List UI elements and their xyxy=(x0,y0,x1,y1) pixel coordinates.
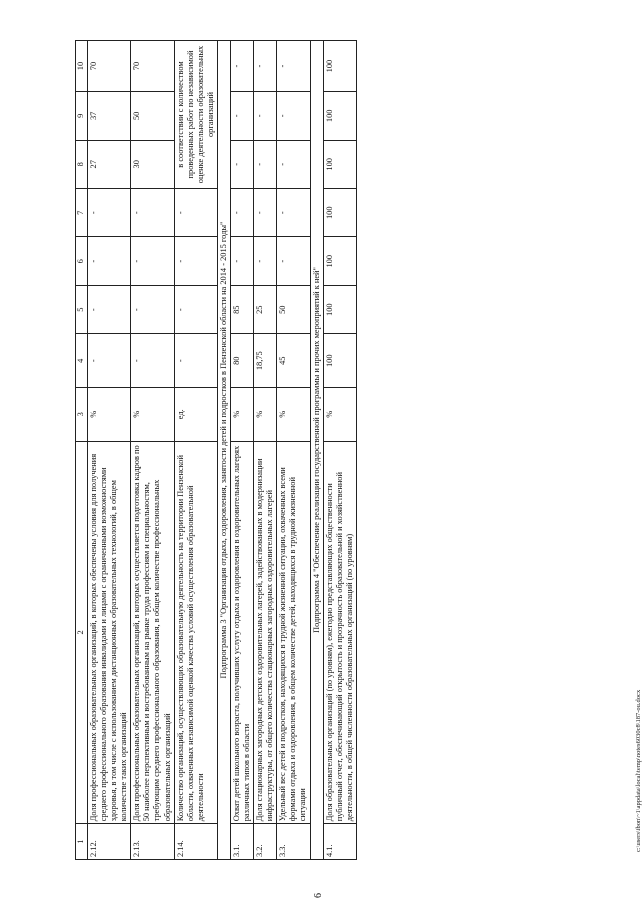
value-cell: - xyxy=(88,334,131,388)
indicator-text: Доля профессиональных образовательных организаций, в которых осуществляется подготовка кадров по 50 наиболее перспективным и востребованным на рынке труда профессиям и специальностям, требующим среднего профессионального образования, в общем количестве профессиональных образовательных организаций xyxy=(131,441,174,824)
value-cell: - xyxy=(277,237,310,285)
header-cell: 3 xyxy=(76,388,88,442)
unit-cell: % xyxy=(231,388,254,442)
header-cell: 5 xyxy=(76,285,88,333)
value-cell: - xyxy=(254,189,277,237)
header-cell: 8 xyxy=(76,140,88,188)
value-cell: 70 xyxy=(131,41,174,92)
value-cell: - xyxy=(277,140,310,188)
value-cell: - xyxy=(231,237,254,285)
indicator-text: Доля образовательных организаций (по уровням), ежегодно представляющих общественности публичный отчет, обеспечивающий открытость и прозрачность образовательной и хозяйственной деятельности, в общей численности образовательных организаций (по уровням) xyxy=(323,441,356,824)
unit-cell: % xyxy=(323,388,356,442)
header-cell: 9 xyxy=(76,92,88,140)
value-cell: 37 xyxy=(88,92,131,140)
value-cell: - xyxy=(174,334,217,388)
value-cell: - xyxy=(254,92,277,140)
value-cell: 85 xyxy=(231,285,254,333)
value-cell: 100 xyxy=(323,237,356,285)
header-cell: 7 xyxy=(76,189,88,237)
value-cell: 80 xyxy=(231,334,254,388)
value-cell: - xyxy=(231,189,254,237)
row-number: 2.13. xyxy=(131,824,174,860)
value-cell: - xyxy=(254,41,277,92)
unit-cell: % xyxy=(254,388,277,442)
value-cell: 100 xyxy=(323,189,356,237)
table-row xyxy=(254,41,277,860)
unit-cell: % xyxy=(277,388,310,442)
row-number: 3.1. xyxy=(231,824,254,860)
header-cell: 6 xyxy=(76,237,88,285)
merged-note-cell: в соответствии с количеством проведенных работ по независимой оценке деятельности образовательных организаций xyxy=(174,41,217,189)
unit-cell: ед. xyxy=(174,388,217,442)
indicator-text: Охват детей школьного возраста, получивших услугу отдыха и оздоровления в оздоровительных лагерях различных типов в области xyxy=(231,441,254,824)
table-row xyxy=(174,41,217,860)
value-cell: - xyxy=(174,237,217,285)
value-cell: 100 xyxy=(323,140,356,188)
value-cell: 30 xyxy=(131,140,174,188)
file-path-footer: c:\users\ibon\~1\appdata\local\temp\notes6030c8\187-ou.docx xyxy=(635,689,642,852)
value-cell: - xyxy=(231,92,254,140)
value-cell: - xyxy=(131,334,174,388)
table-row xyxy=(88,41,131,860)
value-cell: 50 xyxy=(277,285,310,333)
value-cell: - xyxy=(88,189,131,237)
value-cell: - xyxy=(277,189,310,237)
value-cell: - xyxy=(231,41,254,92)
value-cell: - xyxy=(131,189,174,237)
value-cell: - xyxy=(88,285,131,333)
header-cell: 10 xyxy=(76,41,88,92)
table-row xyxy=(323,41,356,860)
indicator-text: Удельный вес детей и подростков, находящихся в трудной жизненной ситуации, охваченных всеми формами отдыха и оздоровления, в общем количестве детей, находящихся в трудной жизненной ситуации xyxy=(277,441,310,824)
value-cell: 45 xyxy=(277,334,310,388)
section-row xyxy=(217,41,230,860)
value-cell: 100 xyxy=(323,334,356,388)
value-cell: 100 xyxy=(323,92,356,140)
value-cell: 25 xyxy=(254,285,277,333)
row-number: 3.2. xyxy=(254,824,277,860)
value-cell: 70 xyxy=(88,41,131,92)
unit-cell: % xyxy=(88,388,131,442)
value-cell: - xyxy=(131,285,174,333)
header-cell: 4 xyxy=(76,334,88,388)
page-number: 6 xyxy=(313,893,324,898)
row-number: 4.1. xyxy=(323,824,356,860)
section-row xyxy=(310,41,323,860)
indicator-text: Доля стационарных загородных детских оздоровительных лагерей, задействованных в модернизации инфраструктуры, от общего количества стационарных загородных оздоровительных лагерей xyxy=(254,441,277,824)
row-number: 2.14. xyxy=(174,824,217,860)
header-cell: 1 xyxy=(76,824,88,860)
value-cell: 27 xyxy=(88,140,131,188)
value-cell: 50 xyxy=(131,92,174,140)
value-cell: - xyxy=(277,41,310,92)
value-cell: - xyxy=(231,140,254,188)
rotated-content xyxy=(75,0,642,860)
header-row xyxy=(76,41,88,860)
row-number: 3.3. xyxy=(277,824,310,860)
value-cell: 100 xyxy=(323,41,356,92)
value-cell: - xyxy=(131,237,174,285)
section-title: Подпрограмма 3 "Организация отдыха, оздоровления, занятости детей и подростков в Пензенской области на 2014 - 2015 годы" xyxy=(217,41,230,860)
table-row xyxy=(277,41,310,860)
value-cell: - xyxy=(174,189,217,237)
indicator-text: Количество организаций, осуществляющих образовательную деятельность на территории Пензенской области, охваченных независимой оценкой качества условий осуществления образовательной деятельности xyxy=(174,441,217,824)
indicator-text: Доля профессиональных образовательных организаций, в которых обеспечены условия для получения среднего профессионального образования инвалидами и лицами с ограниченными возможностями здоровья, в том числе с использованием дистанционных образовательных технологий, в общем количестве таких организаций xyxy=(88,441,131,824)
value-cell: - xyxy=(254,237,277,285)
value-cell: - xyxy=(174,285,217,333)
indicators-table xyxy=(75,40,357,860)
section-title: Подпрограмма 4 "Обеспечение реализации государственной программы и прочих мероприятий к ней" xyxy=(310,41,323,860)
header-cell: 2 xyxy=(76,441,88,824)
row-number: 2.12. xyxy=(88,824,131,860)
unit-cell: % xyxy=(131,388,174,442)
table-row xyxy=(131,41,174,860)
value-cell: - xyxy=(88,237,131,285)
table-row xyxy=(231,41,254,860)
value-cell: 100 xyxy=(323,285,356,333)
value-cell: - xyxy=(254,140,277,188)
value-cell: - xyxy=(277,92,310,140)
value-cell: 18,75 xyxy=(254,334,277,388)
